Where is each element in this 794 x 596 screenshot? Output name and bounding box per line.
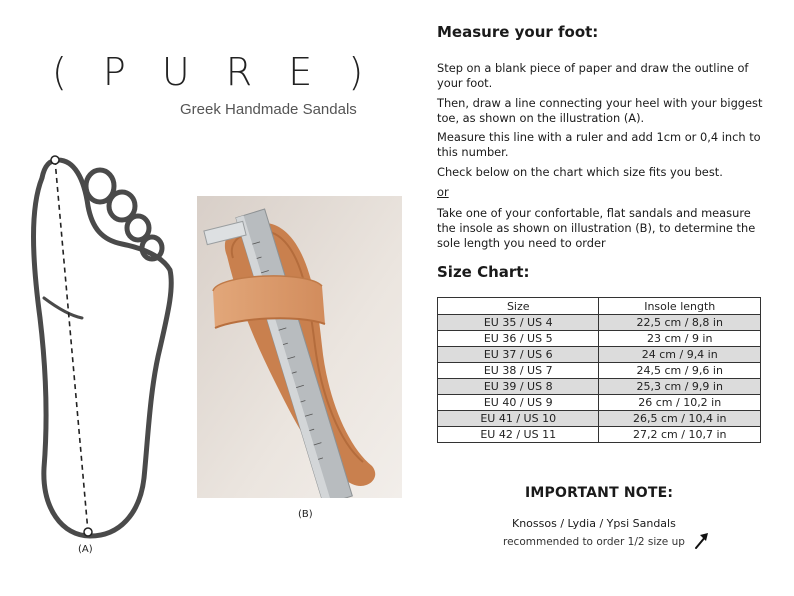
note-models: Knossos / Lydia / Ypsi Sandals [512,517,676,530]
insole-cell: 26 cm / 10,2 in [599,395,761,411]
table-row [438,411,761,427]
size-cell: EU 42 / US 11 [438,427,599,443]
size-cell: EU 37 / US 6 [438,347,599,363]
size-cell: EU 39 / US 8 [438,379,599,395]
table-row [438,315,761,331]
insole-cell: 27,2 cm / 10,7 in [599,427,761,443]
size-cell: EU 35 / US 4 [438,315,599,331]
brand-logo: ( P U R E ) [52,50,376,94]
table-row [438,347,761,363]
sandal-photo [197,196,402,498]
insole-cell: 22,5 cm / 8,8 in [599,315,761,331]
instruction-step-4: Check below on the chart which size fits you best. [437,165,723,179]
size-cell: EU 36 / US 5 [438,331,599,347]
brand-tagline: Greek Handmade Sandals [180,101,357,118]
note-advice: recommended to order 1/2 size up [503,536,685,548]
insole-cell: 24,5 cm / 9,6 in [599,363,761,379]
size-cell: EU 40 / US 9 [438,395,599,411]
instruction-step-3: Measure this line with a ruler and add 1cm or 0,4 inch to this number. [437,130,761,159]
size-chart-table [437,297,761,443]
instruction-step-1: Step on a blank piece of paper and draw the outline of your foot. [437,61,749,90]
important-note-title: IMPORTANT NOTE: [525,485,674,501]
insole-cell: 23 cm / 9 in [599,331,761,347]
size-cell: EU 41 / US 10 [438,411,599,427]
illustration-b-label: (B) [298,509,313,520]
insole-cell: 24 cm / 9,4 in [599,347,761,363]
measure-heading: Measure your foot: [437,23,599,41]
instruction-step-2: Then, draw a line connecting your heel with your biggest toe, as shown on the illustration (A). [437,96,763,125]
arrow-up-right-icon [694,532,710,550]
table-row [438,363,761,379]
table-row [438,427,761,443]
insole-cell: 25,3 cm / 9,9 in [599,379,761,395]
foot-outline-icon [22,148,182,543]
table-row [438,395,761,411]
illustration-a-label: (A) [78,544,93,555]
insole-cell: 26,5 cm / 10,4 in [599,411,761,427]
size-cell: EU 38 / US 7 [438,363,599,379]
table-row [438,331,761,347]
column-header-insole: Insole length [599,298,761,315]
or-separator: or [437,185,449,199]
instruction-step-5: Take one of your confortable, flat sandals and measure the insole as shown on illustration (B), to determine the sole length you need to order [437,206,756,250]
table-header-row [438,298,761,315]
size-chart-heading: Size Chart: [437,263,530,281]
column-header-size: Size [438,298,599,315]
table-row [438,379,761,395]
